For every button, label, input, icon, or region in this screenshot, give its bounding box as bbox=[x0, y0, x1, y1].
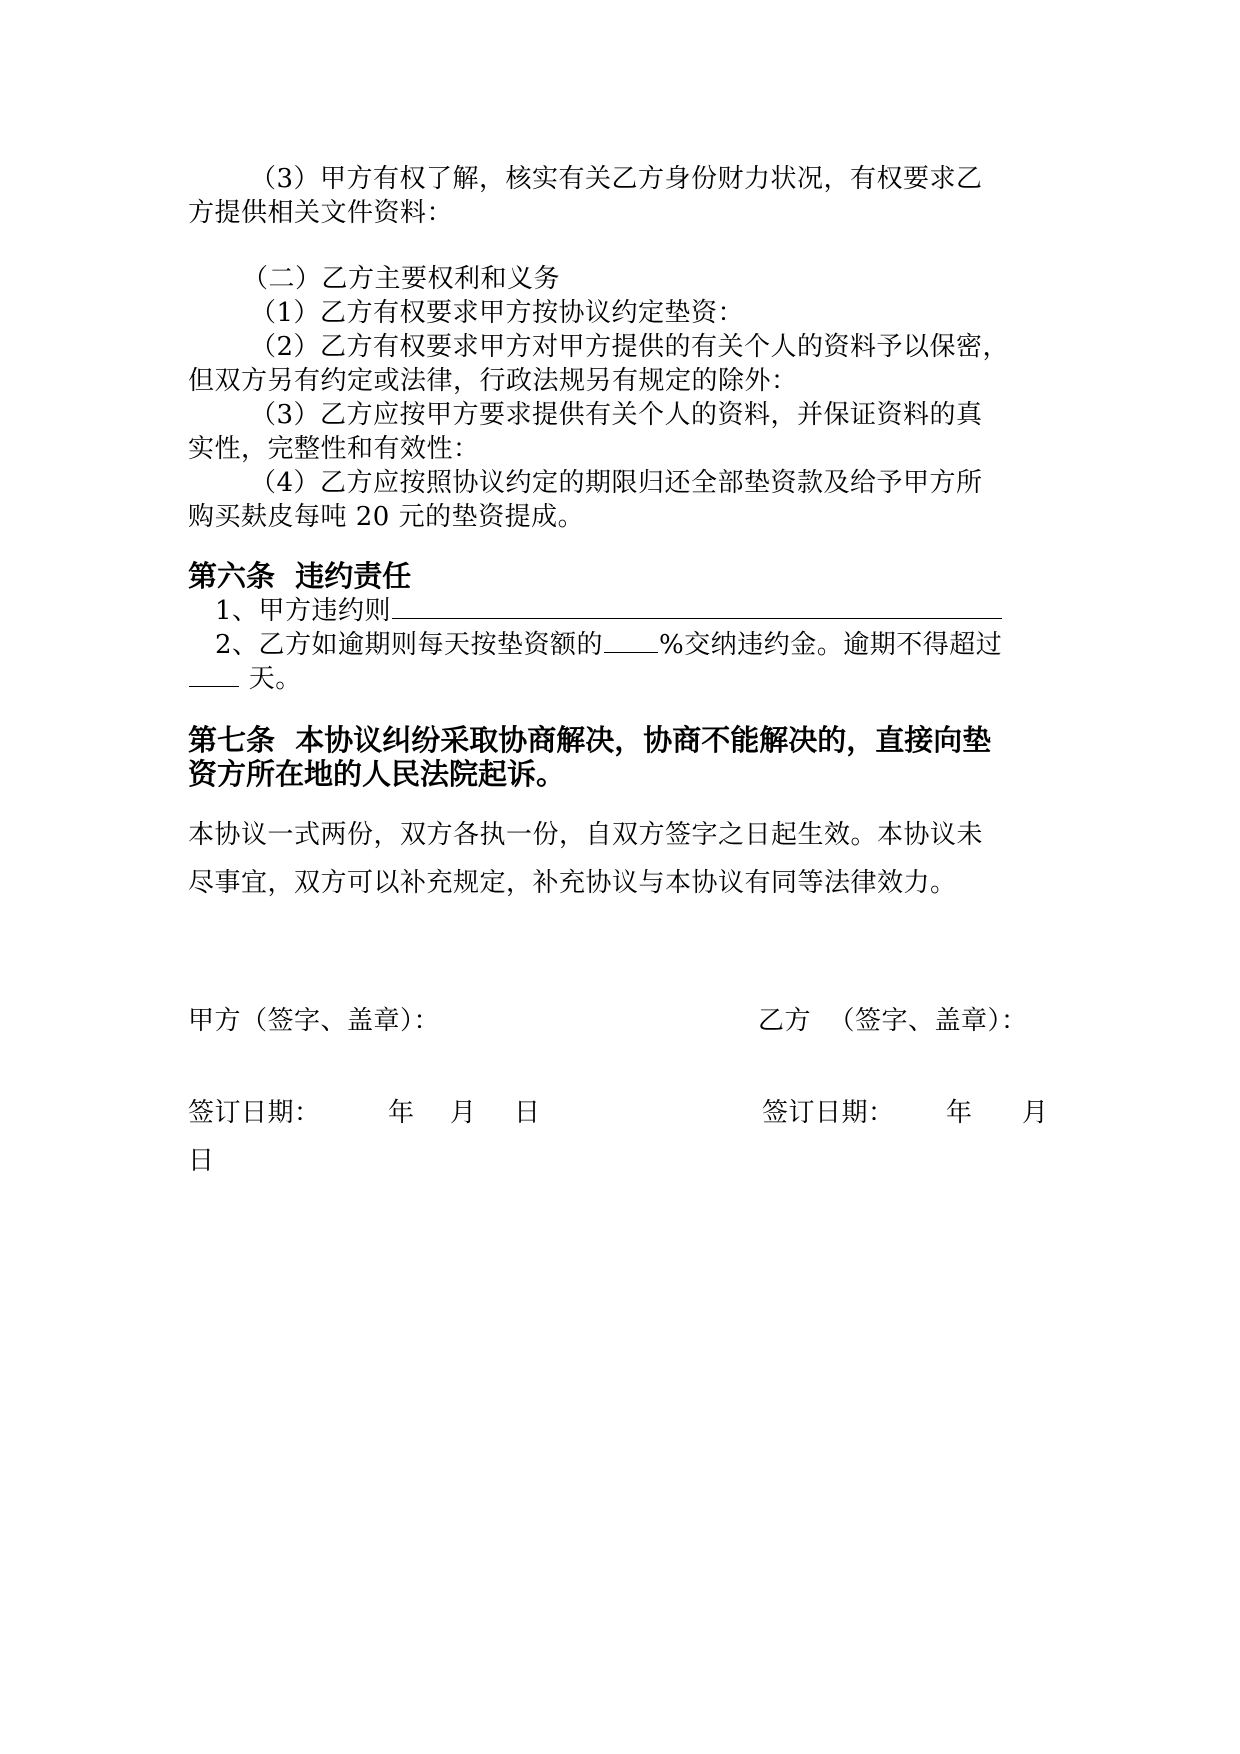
party-b-signature-label: 乙方 （签字、盖章）： bbox=[758, 1006, 1028, 1036]
party-a-right-3-line2: 方提供相关文件资料： bbox=[188, 198, 454, 228]
article-6-item-2 bbox=[215, 628, 1002, 662]
article-6-item-2-text-b: %交纳违约金。逾期不得超过 bbox=[659, 630, 1003, 660]
article-6-item-2-cont bbox=[188, 662, 302, 696]
party-a-date-day: 日 bbox=[514, 1098, 541, 1128]
article-6-item-1-text: 1、甲方违约则 bbox=[215, 596, 392, 626]
party-a-date-label: 签订日期： bbox=[188, 1098, 321, 1128]
article-6-item-1-blank bbox=[392, 596, 1002, 619]
party-b-item-3-line1: （3）乙方应按甲方要求提供有关个人的资料，并保证资料的真 bbox=[250, 400, 983, 430]
party-b-item-2-line2: 但双方另有约定或法律，行政法规另有规定的除外： bbox=[188, 366, 798, 396]
article-6-item-2-text-c: 天。 bbox=[240, 664, 302, 694]
party-b-item-3-line2: 实性，完整性和有效性： bbox=[188, 434, 480, 464]
party-a-signature-label: 甲方（签字、盖章）： bbox=[188, 1006, 441, 1036]
closing-line1: 本协议一式两份，双方各执一份，自双方签字之日起生效。本协议未 bbox=[188, 820, 984, 850]
party-b-date-month: 月 bbox=[1022, 1098, 1049, 1128]
party-b-section-title: （二）乙方主要权利和义务 bbox=[242, 264, 561, 294]
article-6-item-2-percent-blank bbox=[604, 630, 658, 653]
party-a-date-month: 月 bbox=[450, 1098, 477, 1128]
article-7-heading-line1: 第七条 本协议纠纷采取协商解决，协商不能解决的，直接向垫 bbox=[188, 723, 992, 757]
party-b-item-1: （1）乙方有权要求甲方按协议约定垫资： bbox=[250, 298, 745, 328]
party-b-item-4-line2: 购买麸皮每吨 20 元的垫资提成。 bbox=[188, 502, 585, 532]
party-b-date-year: 年 bbox=[946, 1098, 973, 1128]
party-a-right-3-line1: （3）甲方有权了解，核实有关乙方身份财力状况，有权要求乙 bbox=[250, 164, 983, 194]
closing-line2: 尽事宜，双方可以补充规定，补充协议与本协议有同等法律效力。 bbox=[188, 868, 957, 898]
article-6-item-2-text-a: 2、乙方如逾期则每天按垫资额的 bbox=[215, 630, 604, 660]
party-a-date-year: 年 bbox=[388, 1098, 415, 1128]
party-b-date-label: 签订日期： bbox=[762, 1098, 895, 1128]
article-6-heading: 第六条 违约责任 bbox=[188, 559, 412, 593]
article-6-item-1 bbox=[215, 594, 1003, 628]
article-6-item-2-days-blank bbox=[189, 664, 239, 687]
party-b-date-day: 日 bbox=[188, 1146, 215, 1176]
party-b-item-4-line1: （4）乙方应按照协议约定的期限归还全部垫资款及给予甲方所 bbox=[250, 468, 983, 498]
article-7-heading-line2: 资方所在地的人民法院起诉。 bbox=[188, 757, 566, 791]
party-b-item-2-line1: （2）乙方有权要求甲方对甲方提供的有关个人的资料予以保密， bbox=[250, 332, 1010, 362]
